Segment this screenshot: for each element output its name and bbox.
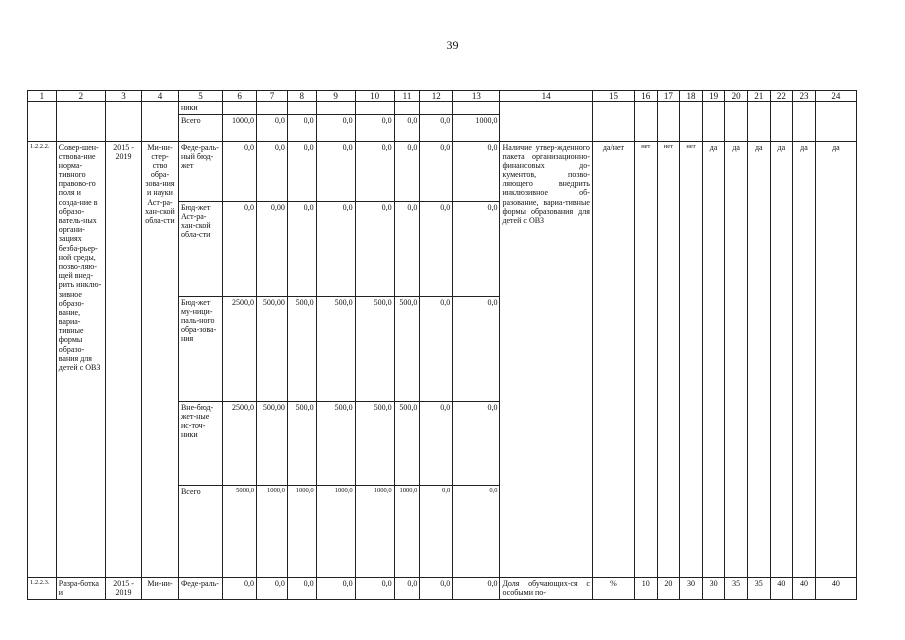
- item-executor: Ми-ни-стер-ство обра-зова-ния и науки Аст-ра-хан-ской обла-сти: [142, 141, 179, 577]
- column-header: 11: [394, 91, 420, 102]
- total-label: Всего: [178, 114, 222, 141]
- cell-value: 1000,0: [223, 114, 257, 141]
- cell-value: 0,0: [316, 141, 355, 201]
- source-label: Бюд-жет му-ници-паль-ного обра-зова-ния: [178, 296, 222, 401]
- cell-value: 0,0: [420, 296, 453, 401]
- column-header: 14: [500, 91, 592, 102]
- item-period: 2015 - 2019: [106, 577, 142, 599]
- cell-value: 0,0: [355, 577, 394, 599]
- year-value: да: [725, 141, 748, 577]
- year-value: нет: [657, 141, 680, 577]
- column-header: 3: [106, 91, 142, 102]
- cell-value: 0,0: [287, 201, 316, 296]
- column-header: 24: [815, 91, 856, 102]
- cell-value: 500,0: [287, 296, 316, 401]
- cell-value: 1000,0: [355, 485, 394, 577]
- cell-value: 0,0: [420, 114, 453, 141]
- year-value: 40: [770, 577, 793, 599]
- cell-value: 0,0: [287, 141, 316, 201]
- year-value: 35: [747, 577, 770, 599]
- cell-value: 0,0: [223, 201, 257, 296]
- cell-value: 1000,0: [316, 485, 355, 577]
- item-unit: %: [592, 577, 634, 599]
- column-header: 12: [420, 91, 453, 102]
- page-number: 39: [446, 38, 459, 52]
- year-value: да: [747, 141, 770, 577]
- cell-value: 1000,0: [287, 485, 316, 577]
- cell-value: 0,0: [287, 577, 316, 599]
- program-table: [27, 90, 857, 600]
- cell-value: 0,0: [420, 141, 453, 201]
- cell-value: 5000,0: [223, 485, 257, 577]
- year-value: да: [793, 141, 816, 577]
- year-value: 10: [635, 577, 658, 599]
- item-code: 1.2.2.2.: [28, 141, 57, 577]
- column-number-row: [28, 91, 857, 102]
- item-unit: да/нет: [592, 141, 634, 577]
- year-value: 40: [815, 577, 856, 599]
- source-label: Бюд-жет Аст-ра-хан-ской обла-сти: [178, 201, 222, 296]
- source-label: Вне-бюд-жет-ные ис-точ-ники: [178, 401, 222, 485]
- column-header: 17: [657, 91, 680, 102]
- column-header: 19: [702, 91, 725, 102]
- column-header: 8: [287, 91, 316, 102]
- item-executor: Ми-ни-: [142, 577, 179, 599]
- cell-value: 1000,0: [257, 485, 288, 577]
- year-value: 30: [680, 577, 703, 599]
- cell-value: 2500,0: [223, 401, 257, 485]
- column-header: 9: [316, 91, 355, 102]
- cell-value: 0,0: [223, 141, 257, 201]
- column-header: 13: [453, 91, 500, 102]
- cell-value: 500,0: [394, 296, 420, 401]
- prev-source-tail-row: [28, 102, 857, 114]
- cell-value: 500,0: [355, 401, 394, 485]
- cell-value: 0,0: [453, 201, 500, 296]
- cell-value: 0,0: [394, 577, 420, 599]
- cell-value: 0,0: [316, 577, 355, 599]
- cell-value: 0,0: [420, 577, 453, 599]
- cell-value: 0,0: [287, 114, 316, 141]
- column-header: 6: [223, 91, 257, 102]
- item-name: Совер-шен-ствова-ние норма-тивного правово-го поля и созда-ние в образо-ватель-ных органи-зациях безба-рьер-ной среды, позво-ляю-щей внед-рить инклю-зивное образо-вание, вариа-тивные формы образо-вания для детей с ОВЗ: [56, 141, 105, 577]
- source-label: Всего: [178, 485, 222, 577]
- year-value: 35: [725, 577, 748, 599]
- column-header: 20: [725, 91, 748, 102]
- year-value: 40: [793, 577, 816, 599]
- cell-value: 2500,0: [223, 296, 257, 401]
- source-label: ники: [178, 102, 222, 114]
- cell-value: 500,0: [394, 401, 420, 485]
- cell-value: 0,0: [420, 201, 453, 296]
- item-period: 2015 - 2019: [106, 141, 142, 577]
- item-code: 1.2.2.3.: [28, 577, 57, 599]
- column-header: 1: [28, 91, 57, 102]
- year-value: да: [815, 141, 856, 577]
- column-header: 10: [355, 91, 394, 102]
- cell-value: 0,0: [453, 485, 500, 577]
- item-indicator: Доля обучающих-ся с особыми по-: [500, 577, 592, 599]
- cell-value: 0,0: [453, 401, 500, 485]
- column-header: 5: [178, 91, 222, 102]
- cell-value: 500,0: [355, 296, 394, 401]
- cell-value: 500,0: [316, 296, 355, 401]
- year-value: 20: [657, 577, 680, 599]
- cell-value: 0,0: [257, 141, 288, 201]
- column-header: 2: [56, 91, 105, 102]
- column-header: 4: [142, 91, 179, 102]
- year-value: нет: [680, 141, 703, 577]
- cell-value: 500,00: [257, 401, 288, 485]
- cell-value: 0,0: [453, 296, 500, 401]
- cell-value: 500,0: [287, 401, 316, 485]
- column-header: 16: [635, 91, 658, 102]
- cell-value: 0,0: [453, 577, 500, 599]
- item-name: Разра-ботка и: [56, 577, 105, 599]
- cell-value: 0,0: [355, 141, 394, 201]
- cell-value: 0,0: [453, 141, 500, 201]
- cell-value: 0,0: [355, 201, 394, 296]
- year-value: да: [702, 141, 725, 577]
- column-header: 22: [770, 91, 793, 102]
- source-label: Феде-раль-ный бюд-жет: [178, 141, 222, 201]
- cell-value: 0,0: [257, 577, 288, 599]
- year-value: да: [770, 141, 793, 577]
- cell-value: 0,00: [257, 201, 288, 296]
- cell-value: 0,0: [355, 114, 394, 141]
- cell-value: 0,0: [394, 114, 420, 141]
- item-1223-row: [28, 577, 857, 599]
- cell-value: 1000,0: [394, 485, 420, 577]
- cell-value: 0,0: [316, 114, 355, 141]
- cell-value: 500,0: [316, 401, 355, 485]
- cell-value: 0,0: [316, 201, 355, 296]
- column-header: 18: [680, 91, 703, 102]
- cell-value: 0,0: [394, 141, 420, 201]
- cell-value: 0,0: [223, 577, 257, 599]
- cell-value: 0,0: [257, 114, 288, 141]
- cell-value: 0,0: [394, 201, 420, 296]
- cell-value: 1000,0: [453, 114, 500, 141]
- item-indicator: Наличие утвер-жденного пакета организационно-финансовых до-кументов, позво-ляющего внедрить инклюзивное об-разование, вариа-тивные формы образования для детей с ОВЗ: [500, 141, 592, 577]
- source-label: Феде-раль-: [178, 577, 222, 599]
- cell-value: 0,0: [420, 401, 453, 485]
- column-header: 7: [257, 91, 288, 102]
- item-1222-row-federal: [28, 141, 857, 201]
- cell-value: 0,0: [420, 485, 453, 577]
- year-value: нет: [635, 141, 658, 577]
- column-header: 21: [747, 91, 770, 102]
- column-header: 23: [793, 91, 816, 102]
- year-value: 30: [702, 577, 725, 599]
- cell-value: 500,00: [257, 296, 288, 401]
- column-header: 15: [592, 91, 634, 102]
